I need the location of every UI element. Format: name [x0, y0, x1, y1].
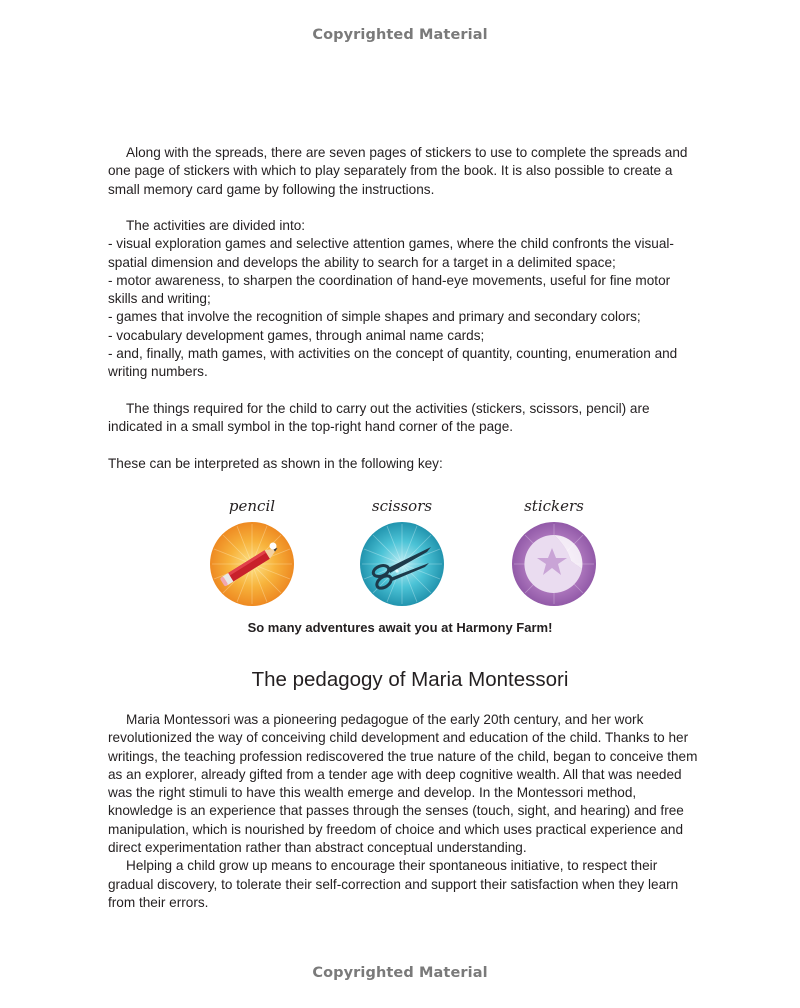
scissors-icon [359, 521, 445, 607]
activities-heading: The activities are divided into: [126, 218, 306, 233]
key-label-pencil: pencil [228, 497, 276, 515]
activity-item-vocabulary: - vocabulary development games, through animal name cards; [108, 327, 485, 343]
required-text: The things required for the child to carry out the activities (stickers, scissors, pencil) are indicated in a small symbol in the top-right hand corner of the page. [108, 401, 650, 435]
required-items-paragraph [108, 400, 698, 437]
key-label-stickers: stickers [524, 497, 584, 515]
montessori-paragraph-1: Maria Montessori was a pioneering pedagogue of the early 20th century, and her work revolutionized the way of conceiving child development and education of the child. Thanks to her writings, the teaching profession rediscovered the true nature of the child, began to conceive them as an explorer, already gifted from a tender age with deep cognitive wealth. All that was needed was the right stimuli to have this wealth emerge and develop. In the Montessori method, knowledge is an experience that passes through the senses (touch, sight, and hearing) and free manipulation, which is nourished by freedom of choice and which uses practical experience and direct experimentation rather than abstract conceptual understanding. [108, 712, 698, 856]
activities-list [108, 217, 698, 382]
intro-text: Along with the spreads, there are seven pages of stickers to use to complete the spreads and one page of stickers with which to play separately from the book. It is also possible to create a small memory card game by following the instructions. [108, 145, 688, 197]
montessori-paragraph-2: Helping a child grow up means to encourage their spontaneous initiative, to respect their gradual discovery, to tolerate their self-correction and support their satisfaction when they learn from their errors. [108, 858, 679, 910]
key-label-scissors: scissors [371, 497, 433, 515]
intro-paragraph [108, 144, 698, 199]
key-item-scissors [342, 495, 462, 607]
pencil-icon [209, 521, 295, 607]
section-heading: The pedagogy of Maria Montessori [251, 668, 569, 691]
copyright-watermark-bottom: Copyrighted Material [312, 965, 488, 981]
montessori-section [108, 711, 700, 912]
activity-item-motor: - motor awareness, to sharpen the coordination of hand-eye movements, useful for fine motor skills and writing; [108, 272, 671, 307]
activity-item-visual: - visual exploration games and selective attention games, where the child confronts the visual-spatial dimension and develops the ability to search for a target in a delimited space; [108, 236, 674, 270]
key-intro-line [108, 455, 698, 473]
key-item-pencil [192, 495, 312, 607]
symbol-key [0, 495, 800, 615]
farm-caption: So many adventures await you at Harmony Farm! [247, 620, 553, 635]
activity-item-math: - and, finally, math games, with activities on the concept of quantity, counting, enumeration and writing numbers. [108, 346, 678, 380]
key-intro-text: These can be interpreted as shown in the following key: [108, 456, 443, 471]
sticker-icon [511, 521, 597, 607]
activity-item-shapes: - games that involve the recognition of simple shapes and primary and secondary colors; [108, 309, 641, 325]
copyright-watermark-top: Copyrighted Material [312, 27, 488, 43]
key-item-stickers [494, 495, 614, 607]
